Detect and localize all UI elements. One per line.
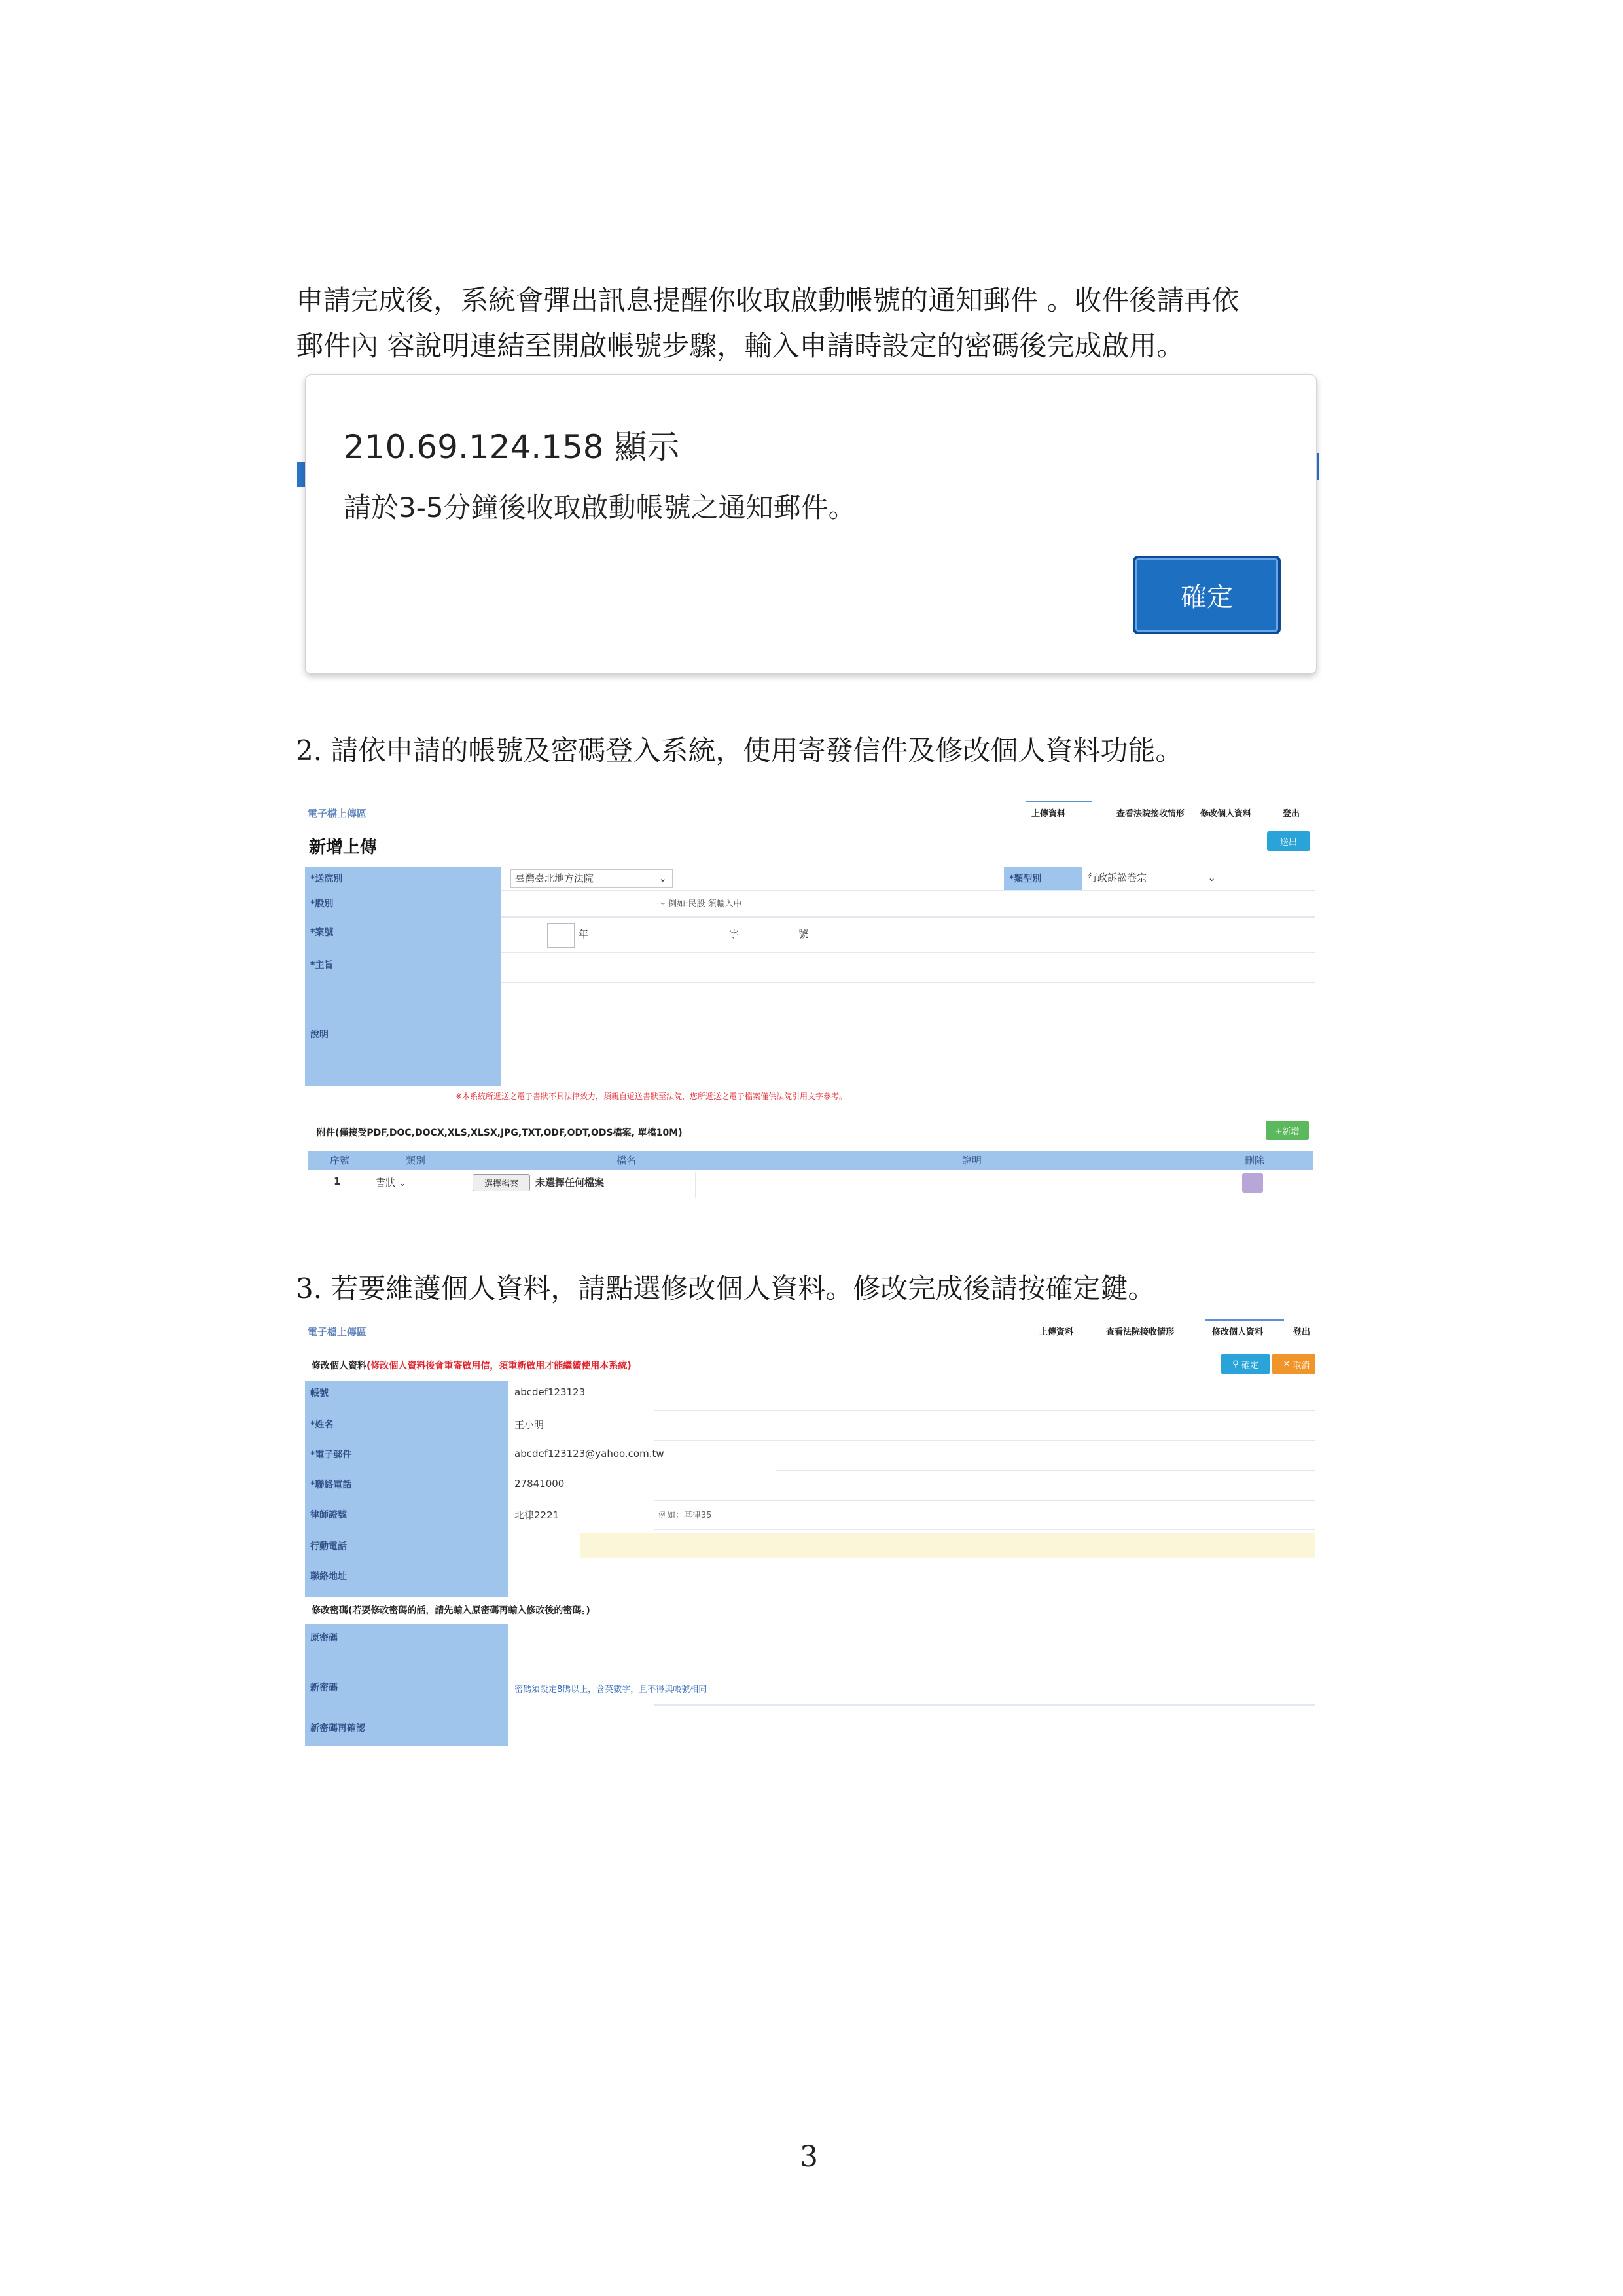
court-select-value: 臺灣臺北地方法院 — [515, 872, 594, 884]
choose-file-button[interactable]: 選擇檔案 — [473, 1174, 530, 1191]
form-label-column — [305, 867, 501, 1086]
type-select-value: 行政訴訟卷宗 — [1088, 872, 1147, 884]
intro-line-1: 申請完成後，系統會彈出訊息提醒你收取啟動帳號的通知郵件 。收件後請再依 — [296, 284, 1240, 316]
case-year-input[interactable] — [547, 923, 575, 948]
label-new-password: 新密碼 — [310, 1683, 338, 1693]
profile-title-text: 修改個人資料 — [312, 1361, 366, 1371]
site-brand: 電子檔上傳區 — [308, 808, 367, 819]
upload-form-screenshot — [305, 795, 1315, 1206]
row-number: 1 — [334, 1175, 341, 1187]
attachment-table-header — [308, 1151, 1313, 1170]
confirm-password-input[interactable] — [514, 1713, 1315, 1742]
label-name: *姓名 — [310, 1420, 334, 1430]
row-divider — [654, 1440, 1315, 1441]
th-no: 序號 — [330, 1155, 350, 1166]
row-type-value: 書狀 — [376, 1177, 396, 1189]
chevron-down-icon: ⌄ — [1207, 872, 1216, 884]
row-divider — [654, 1500, 1315, 1501]
page-title: 新增上傳 — [309, 838, 378, 857]
label-type: *類型別 — [1009, 874, 1042, 884]
close-icon: ✕ — [1283, 1359, 1293, 1369]
cancel-button[interactable] — [1272, 1354, 1315, 1374]
row-divider — [501, 982, 1315, 983]
row-type-select[interactable] — [376, 1175, 406, 1189]
row-divider — [654, 1704, 1315, 1706]
password-section-title: 修改密碼(若要修改密碼的話，請先輸入原密碼再輸入修改後的密碼。) — [312, 1605, 590, 1616]
nav-active-underline — [1026, 801, 1092, 802]
case-word-label: 字 — [729, 928, 740, 940]
name-input[interactable]: 王小明 — [514, 1419, 544, 1431]
delete-row-button[interactable] — [1242, 1173, 1263, 1193]
profile-section-title — [312, 1359, 632, 1372]
nav-edit-profile[interactable]: 修改個人資料 — [1200, 809, 1252, 819]
nav-active-underline — [1205, 1319, 1284, 1321]
confirm-label: 確定 — [1241, 1360, 1258, 1371]
nav-logout[interactable]: 登出 — [1293, 1327, 1311, 1337]
background-button-edge — [297, 462, 305, 487]
label-account: 帳號 — [310, 1388, 329, 1399]
lawyer-id-input[interactable]: 北律2221 — [514, 1509, 560, 1521]
send-button[interactable]: 送出 — [1267, 831, 1310, 851]
label-subject: *主旨 — [310, 960, 334, 971]
label-lawyer-id: 律師證號 — [310, 1510, 347, 1520]
legal-notice: ※本系統所遞送之電子書狀不具法律效力，須親自遞送書狀至法院，您所遞送之電子檔案僅供法院引用文字參考。 — [455, 1092, 847, 1101]
cancel-label: 取消 — [1293, 1360, 1310, 1371]
label-confirm-password: 新密碼再確認 — [310, 1723, 365, 1734]
email-input[interactable]: abcdef123123@yahoo.com.tw — [514, 1448, 664, 1460]
label-old-password: 原密碼 — [310, 1633, 338, 1643]
profile-warning-text: (修改個人資料後會重寄啟用信，須重新啟用才能繼續使用本系統) — [366, 1361, 632, 1371]
intro-line-2: 郵件內 容說明連結至開啟帳號步驟，輸入申請時設定的密碼後完成啟用。 — [296, 330, 1185, 362]
row-divider — [695, 1172, 696, 1198]
attachments-label: 附件(僅接受PDF,DOC,DOCX,XLS,XLSX,JPG,TXT,ODF,ODT,ODS檔案, 單檔10M) — [317, 1128, 683, 1138]
step3-heading: 3. 若要維護個人資料，請點選修改個人資料。修改完成後請按確定鍵。 — [296, 1272, 1156, 1304]
label-stock: *股別 — [310, 899, 334, 909]
label-description: 說明 — [310, 1030, 329, 1040]
nav-upload[interactable]: 上傳資料 — [1031, 809, 1066, 819]
no-file-text: 未選擇任何檔案 — [535, 1177, 605, 1189]
address-input[interactable] — [514, 1566, 1315, 1592]
old-password-input[interactable] — [514, 1626, 1315, 1662]
th-description: 說明 — [962, 1155, 982, 1166]
edit-profile-screenshot — [305, 1313, 1315, 1748]
row-divider — [501, 916, 1315, 918]
lawyer-id-example: 例如：基律35 — [658, 1511, 712, 1520]
type-select[interactable] — [1088, 869, 1219, 886]
phone-input[interactable]: 27841000 — [514, 1478, 565, 1490]
nav-upload[interactable]: 上傳資料 — [1039, 1327, 1074, 1337]
step2-heading: 2. 請依申請的帳號及密碼登入系統，使用寄發信件及修改個人資料功能。 — [296, 734, 1183, 766]
chevron-down-icon: ⌄ — [658, 872, 667, 884]
label-phone: *聯絡電話 — [310, 1480, 352, 1490]
label-mobile: 行動電話 — [310, 1541, 347, 1552]
nav-court-status[interactable]: 查看法院接收情形 — [1106, 1327, 1175, 1337]
dialog-message: 請於3-5分鐘後收取啟動帳號之通知郵件。 — [344, 492, 856, 524]
row-divider — [654, 1410, 1315, 1411]
label-court: *送院別 — [310, 874, 343, 884]
mobile-input[interactable] — [580, 1533, 1315, 1558]
case-number-label: 號 — [798, 928, 809, 940]
site-brand: 電子檔上傳區 — [308, 1326, 367, 1338]
chevron-down-icon: ⌄ — [398, 1177, 407, 1189]
label-address: 聯絡地址 — [310, 1571, 347, 1582]
dialog-title: 210.69.124.158 顯示 — [344, 428, 680, 466]
description-textarea[interactable] — [501, 984, 1315, 1085]
case-year-label: 年 — [579, 928, 589, 940]
nav-court-status[interactable]: 查看法院接收情形 — [1116, 809, 1185, 819]
row-divider — [501, 890, 1315, 891]
row-divider — [654, 1529, 1315, 1530]
dialog-ok-button[interactable]: 確定 — [1133, 556, 1281, 634]
label-case-no: *案號 — [310, 927, 334, 938]
add-attachment-button[interactable]: +新增 — [1266, 1121, 1309, 1140]
search-icon: ⚲ — [1232, 1359, 1241, 1369]
nav-edit-profile[interactable]: 修改個人資料 — [1212, 1327, 1264, 1337]
account-value: abcdef123123 — [514, 1386, 586, 1398]
row-divider — [776, 1470, 1315, 1471]
th-delete: 刪除 — [1245, 1155, 1265, 1166]
stock-input[interactable] — [512, 895, 643, 911]
stock-note: ～ 例如:民股 須輸入中 — [657, 899, 742, 909]
court-select[interactable] — [510, 869, 673, 888]
page-number: 3 — [800, 2140, 818, 2174]
label-email: *電子郵件 — [310, 1450, 352, 1460]
subject-input[interactable] — [501, 954, 1315, 980]
alert-dialog — [305, 374, 1317, 674]
nav-logout[interactable]: 登出 — [1283, 809, 1300, 819]
row-divider — [501, 952, 1315, 953]
confirm-button[interactable] — [1221, 1354, 1270, 1374]
th-filename: 檔名 — [616, 1155, 637, 1166]
password-hint: 密碼須設定8碼以上，含英數字，且不得與帳號相同 — [514, 1685, 707, 1695]
th-type: 類別 — [406, 1155, 426, 1166]
